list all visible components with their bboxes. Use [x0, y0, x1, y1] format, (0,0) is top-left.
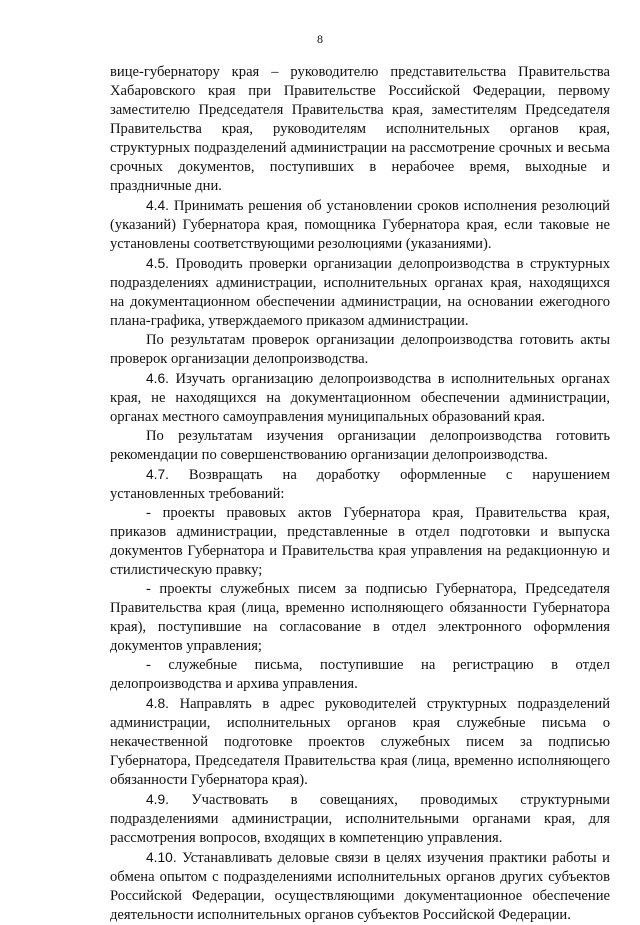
paragraph-4-10 [110, 848, 610, 925]
paragraph-continuation [110, 63, 610, 196]
clause-number: 4.6. [146, 371, 170, 386]
paragraph-text: Устанавливать деловые связи в целях изучения практики работы и обмена опытом с подразделениями исполнительных органов других субъектов Российской Федерации, осуществляющими документационное обеспечение деятельности исполнительных органов субъектов Российской Федерации. [110, 850, 610, 923]
list-item-service-letter-drafts [110, 580, 610, 656]
paragraph-4-6 [110, 369, 610, 427]
clause-number: 4.7. [146, 467, 170, 482]
list-item-service-letters [110, 656, 610, 694]
paragraph-text: Изучать организацию делопроизводства в исполнительных органах края, не находящихся на документационном обеспечении администрации, органах местного самоуправления муниципальных образований края. [110, 371, 610, 425]
paragraph-4-9 [110, 790, 610, 848]
document-body [110, 63, 610, 925]
paragraph-4-6-results [110, 427, 610, 465]
paragraph-text: Проводить проверки организации делопроизводства в структурных подразделениях администрации, исполнительных органах края, находящихся на документационном обеспечении администрации, на основании ежегодного плана-графика, утверждаемого приказом администрации. [110, 256, 610, 329]
clause-number: 4.9. [146, 792, 170, 807]
paragraph-4-7 [110, 465, 610, 504]
paragraph-text: - служебные письма, поступившие на регистрацию в отдел делопроизводства и архива управления. [110, 657, 610, 692]
paragraph-text: Участвовать в совещаниях, проводимых структурными подразделениями администрации, исполнительными органами края, для рассмотрения вопросов, входящих в компетенцию управления. [110, 792, 610, 846]
paragraph-4-5-results [110, 331, 610, 369]
paragraph-text: вице-губернатору края – руководителю представительства Правительства Хабаровского края при Правительстве Российской Федерации, первому заместителю Председателя Правительства края, заместителям Председателя Правительства края, руководителям исполнительных органов края, структурных подразделений администрации на рассмотрение срочных и весьма срочных документов, поступивших в нерабочее время, выходные и праздничные дни. [110, 64, 610, 194]
paragraph-4-8 [110, 694, 610, 790]
clause-number: 4.4. [146, 198, 170, 213]
paragraph-4-4 [110, 196, 610, 254]
clause-number: 4.10. [146, 850, 177, 865]
list-item-legal-acts [110, 504, 610, 580]
paragraph-text: - проекты правовых актов Губернатора края, Правительства края, приказов администрации, представленные в отдел подготовки и выпуска документов Губернатора и Правительства края управления на редакционную и стилистическую правку; [110, 505, 610, 578]
paragraph-text: Возвращать на доработку оформленные с нарушением установленных требований: [110, 467, 610, 502]
paragraph-text: Направлять в адрес руководителей структурных подразделений администрации, исполнительных органов края служебные письма о некачественной подготовке проектов служебных писем за подписью Губернатора, Председателя Правительства края (лица, временно исполняющего обязанности Губернатора края). [110, 696, 610, 788]
page-number: 8 [317, 32, 323, 46]
paragraph-text: - проекты служебных писем за подписью Губернатора, Председателя Правительства края (лица, временно исполняющего обязанности Губернатора края), поступившие на согласование в отдел электронного оформления документов управления; [110, 581, 610, 654]
paragraph-text: Принимать решения об установлении сроков исполнения резолюций (указаний) Губернатора края, помощника Губернатора края, если таковые не установлены соответствующими резолюциями (указаниями). [110, 198, 610, 252]
clause-number: 4.8. [146, 696, 170, 711]
paragraph-text: По результатам изучения организации делопроизводства готовить рекомендации по совершенствованию организации делопроизводства. [110, 428, 610, 463]
paragraph-4-5 [110, 254, 610, 331]
paragraph-text: По результатам проверок организации делопроизводства готовить акты проверок организации делопроизводства. [110, 332, 610, 367]
clause-number: 4.5. [146, 256, 170, 271]
